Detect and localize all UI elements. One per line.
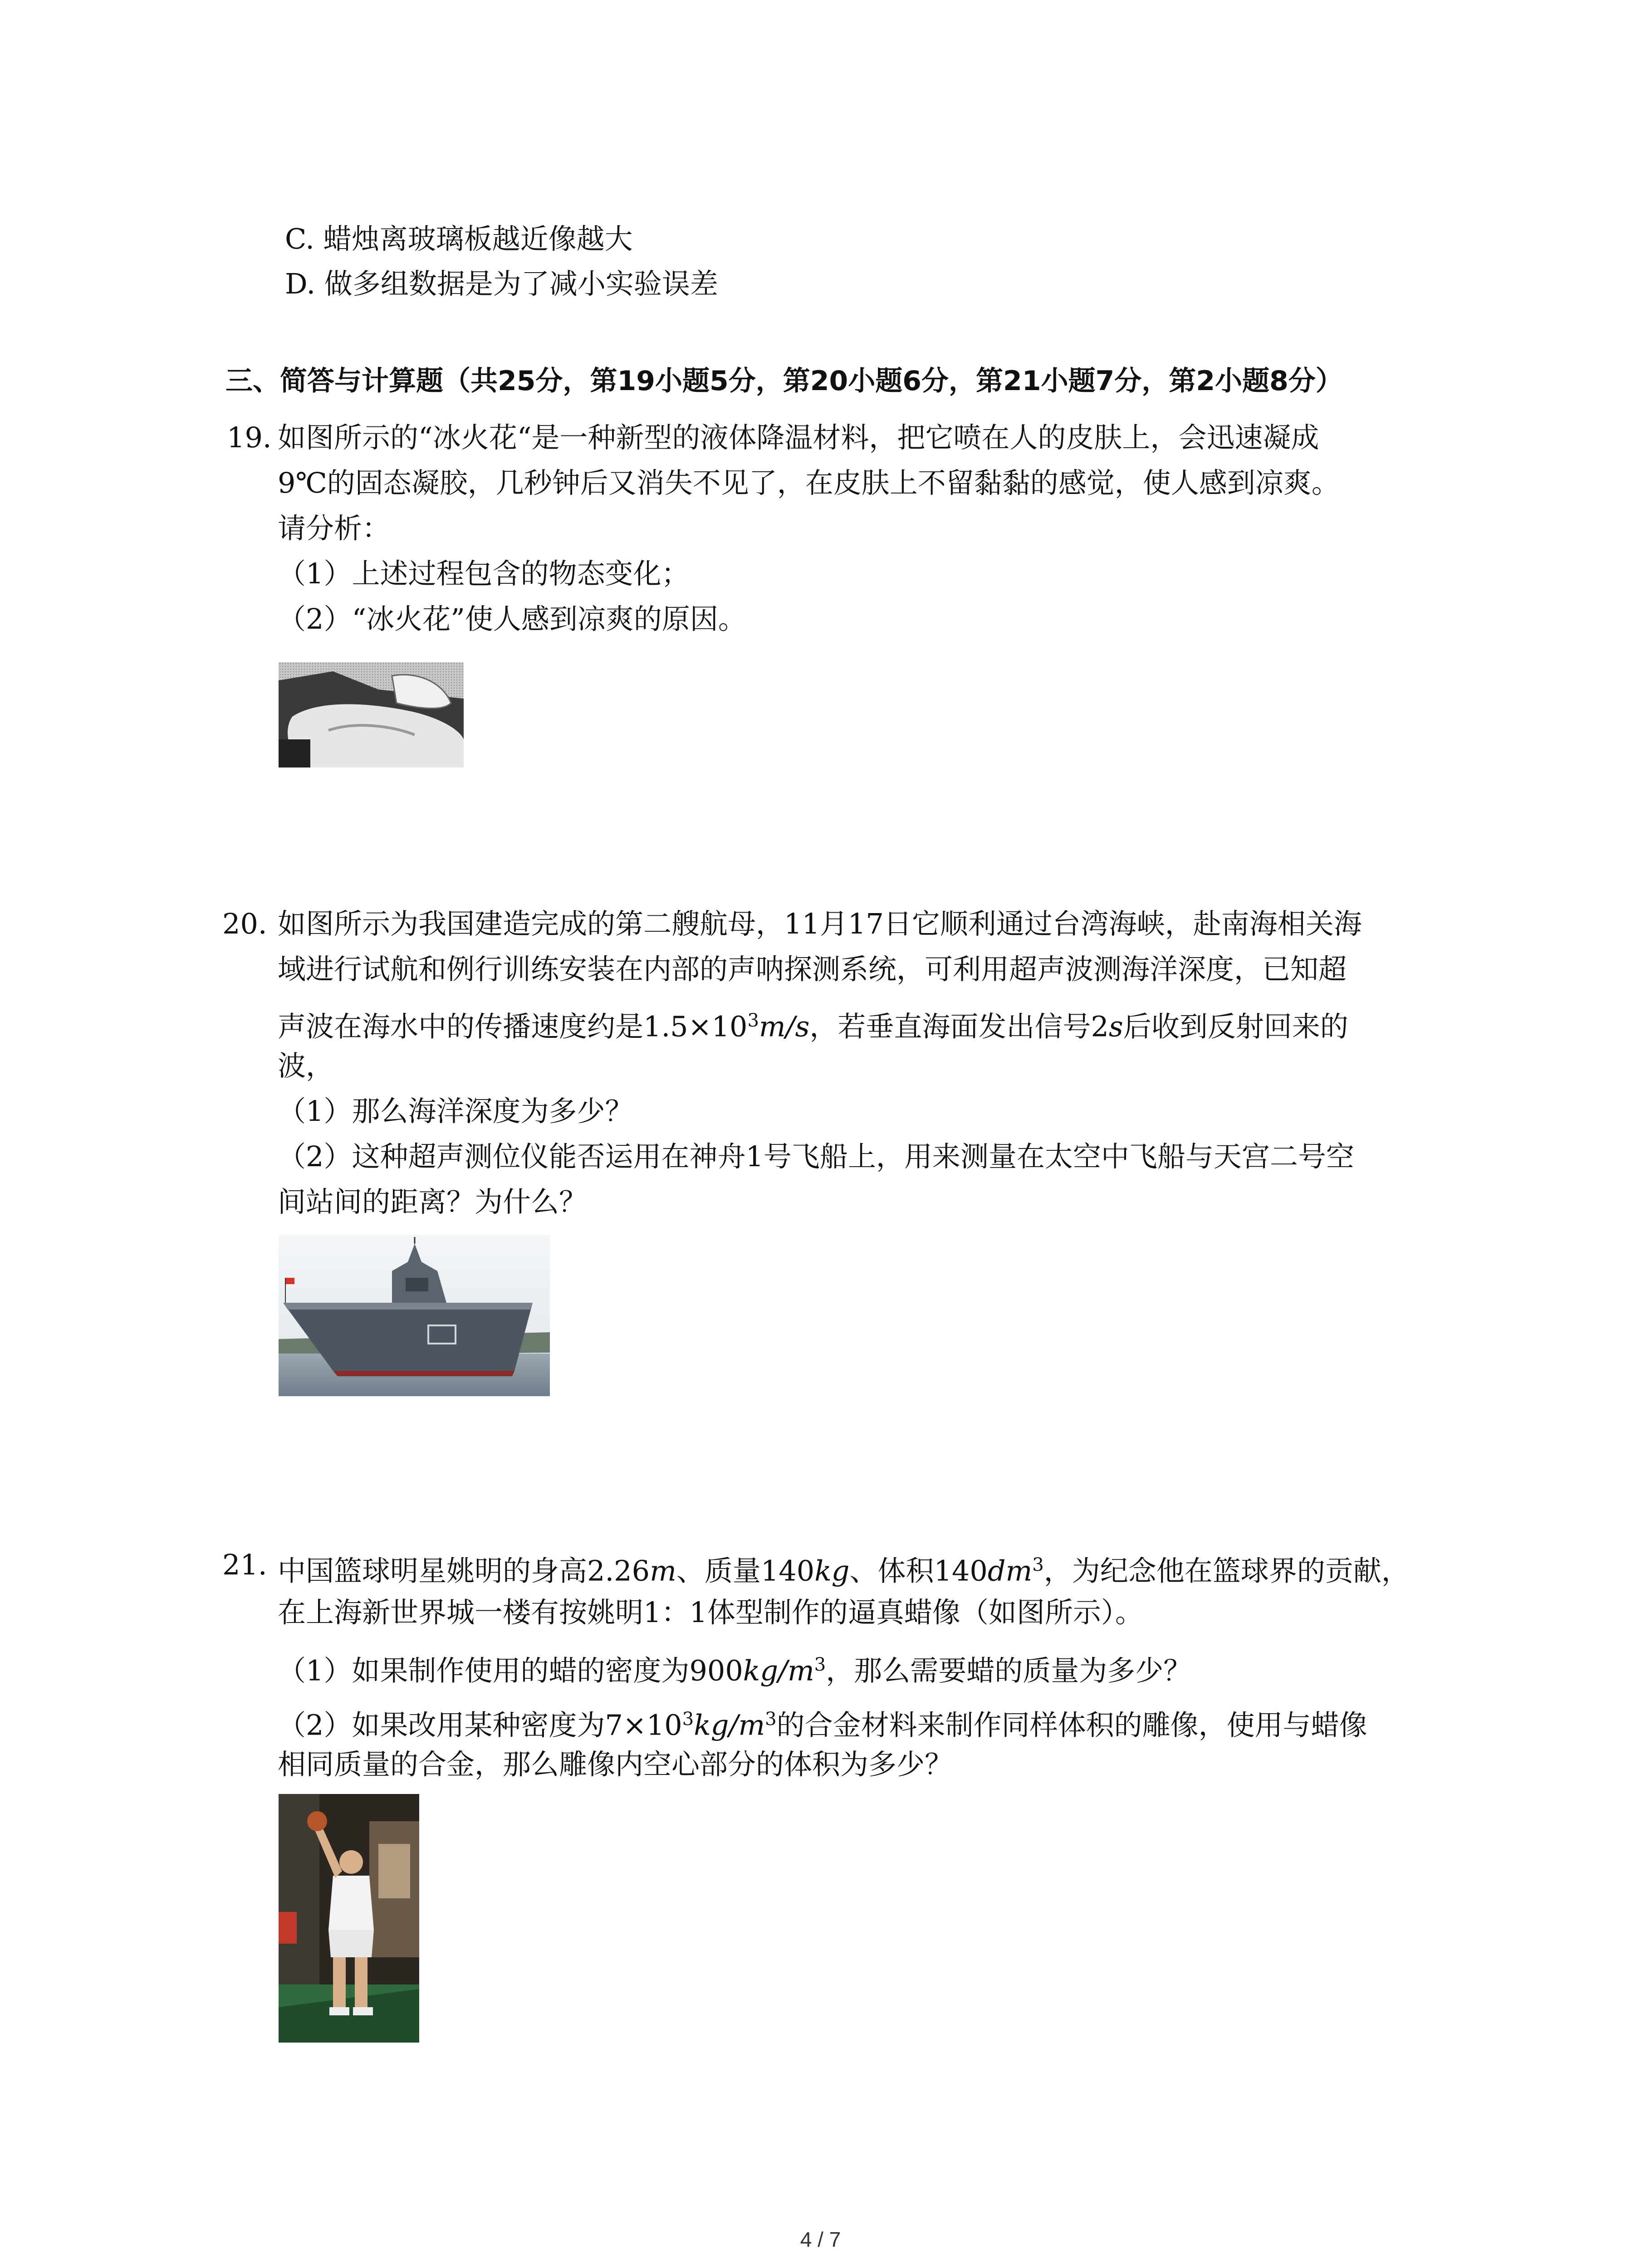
option-d: D. 做多组数据是为了减小实验误差 [285, 267, 718, 300]
q20-sub-1: （1）那么海洋深度为多少？ [278, 1095, 633, 1128]
q21-volume-unit: dm [987, 1554, 1033, 1588]
q19-line-1: 如图所示的“冰火花“是一种新型的液体降温材料，把它喷在人的皮肤上，会迅速凝成 [278, 421, 1319, 454]
q21-mass-unit: kg [814, 1554, 850, 1588]
q21-sub2-exponent-1: 3 [682, 1709, 694, 1730]
q21-sub1-question: ，那么需要蜡的质量为多少？ [826, 1654, 1192, 1687]
q20-number: 20. [222, 907, 267, 940]
q19-sub-2: （2）“冰火花”使人感到凉爽的原因。 [278, 602, 746, 635]
q19-number: 19. [227, 421, 272, 454]
q20-signal-text: ，若垂直海面发出信号2 [809, 1010, 1109, 1043]
q21-sub2-text: （2）如果改用某种密度为7×10 [278, 1708, 682, 1742]
q21-sub1-unit: kg/m [743, 1654, 814, 1687]
page-number: 4 / 7 [800, 2228, 841, 2251]
q21-volume-exponent: 3 [1032, 1554, 1044, 1575]
q21-sub2-unit: kg/m [694, 1708, 765, 1742]
q21-sub-1 [278, 1647, 1191, 1689]
ice-spray-photo [279, 662, 464, 767]
q19-line-3: 请分析： [278, 512, 391, 545]
q20-sub-2: （2）这种超声测位仪能否运用在神舟1号飞船上，用来测量在太空中飞船与天宫二号空 [278, 1140, 1354, 1173]
q21-line-2: 在上海新世界城一楼有按姚明1：1体型制作的逼真蜡像（如图所示）。 [278, 1596, 1143, 1629]
option-c: C. 蜡烛离玻璃板越近像越大 [285, 222, 633, 255]
q21-mass-text: 、质量140 [676, 1554, 815, 1588]
q21-volume-text: 、体积140 [849, 1554, 988, 1588]
q20-speed-text: 声波在海水中的传播速度约是1.5×10 [278, 1010, 748, 1043]
q21-sub1-exponent: 3 [814, 1654, 826, 1675]
q21-height-unit: m [650, 1554, 676, 1588]
q20-line-3 [278, 1002, 1348, 1045]
q20-speed-exponent: 3 [747, 1010, 759, 1031]
q21-sub2-question: 的合金材料来制作同样体积的雕像，使用与蜡像 [776, 1708, 1367, 1742]
aircraft-carrier-photo [279, 1235, 550, 1396]
q20-line-2: 域进行试航和例行训练安装在内部的声呐探测系统，可利用超声波测海洋深度，已知超 [278, 953, 1347, 986]
q20-time-unit: s [1108, 1010, 1123, 1043]
q21-number: 21. [222, 1548, 267, 1581]
q19-line-2: 9℃的固态凝胶，几秒钟后又消失不见了，在皮肤上不留黏黏的感觉，使人感到凉爽。 [278, 466, 1340, 499]
section-title: 三、简答与计算题（共25分，第19小题5分，第20小题6分，第21小题7分，第2小题8分） [225, 365, 1343, 397]
q21-sub-2-cont: 相同质量的合金，那么雕像内空心部分的体积为多少？ [278, 1748, 953, 1781]
q20-sub-2-cont: 间站间的距离？为什么？ [278, 1185, 588, 1218]
q21-tribute-text: ，为纪念他在篮球界的贡献， [1043, 1554, 1410, 1588]
q20-speed-unit: m/s [759, 1010, 810, 1043]
q21-line-1 [278, 1547, 1410, 1589]
q19-sub-1: （1）上述过程包含的物态变化； [278, 557, 690, 590]
q20-line-1: 如图所示为我国建造完成的第二艘航母，11月17日它顺利通过台湾海峡，赴南海相关海 [278, 907, 1362, 940]
q20-line-4: 波， [278, 1049, 334, 1082]
wax-figure-photo [279, 1794, 419, 2043]
q21-sub-2 [278, 1701, 1367, 1744]
q20-echo-text: 后收到反射回来的 [1123, 1010, 1348, 1043]
q21-sub1-text: （1）如果制作使用的蜡的密度为900 [278, 1654, 743, 1687]
q21-height-text: 中国篮球明星姚明的身高2.26 [278, 1554, 650, 1588]
q21-sub2-exponent-2: 3 [765, 1709, 777, 1730]
